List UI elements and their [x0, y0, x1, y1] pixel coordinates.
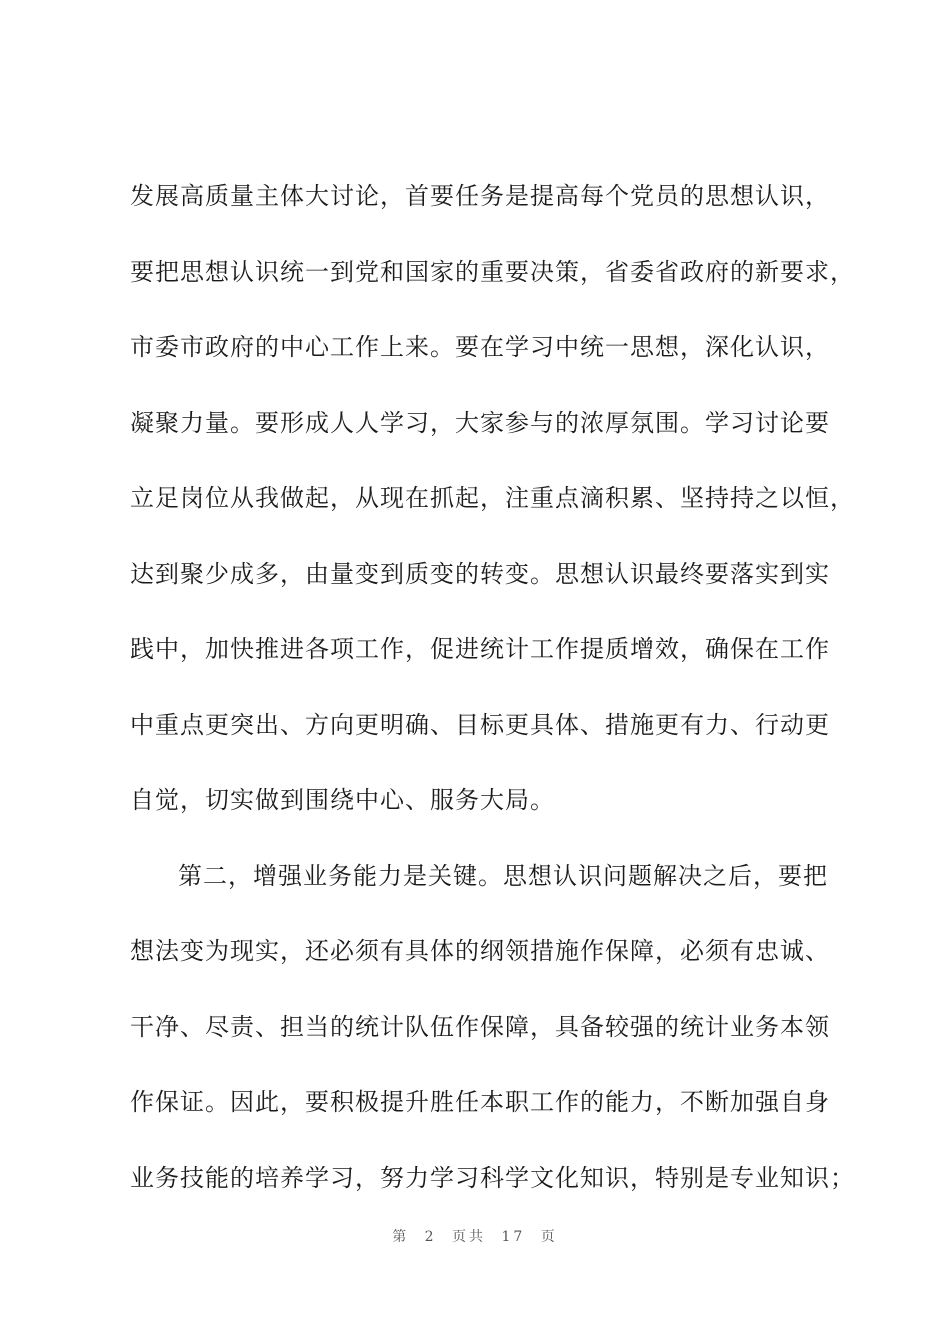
- text-line: 发展高质量主体大讨论，首要任务是提高每个党员的思想认识，: [130, 182, 830, 210]
- text-line: 践中，加快推进各项工作，促进统计工作提质增效，确保在工作: [130, 635, 830, 663]
- text-line: 要把思想认识统一到党和国家的重要决策，省委省政府的新要求，: [130, 257, 855, 286]
- text-line: 自觉，切实做到围绕中心、服务大局。: [130, 786, 555, 814]
- text-line: 业务技能的培养学习，努力学习科学文化知识，特别是专业知识；: [130, 1163, 855, 1192]
- text-line: 作保证。因此，要积极提升胜任本职工作的能力，不断加强自身: [130, 1088, 830, 1116]
- text-line: 想法变为现实，还必须有具体的纲领措施作保障，必须有忠诚、: [130, 937, 830, 965]
- text-line: 达到聚少成多，由量变到质变的转变。思想认识最终要落实到实: [130, 559, 830, 588]
- text-line: 干净、尽责、担当的统计队伍作保障，具备较强的统计业务本领: [130, 1012, 830, 1041]
- text-line: 市委市政府的中心工作上来。要在学习中统一思想，深化认识，: [130, 333, 830, 361]
- text-line: 中重点更突出、方向更明确、目标更具体、措施更有力、行动更: [130, 710, 830, 739]
- body-text: [130, 168, 865, 1225]
- text-line: 立足岗位从我做起，从现在抓起，注重点滴积累、坚持持之以恒，: [130, 484, 855, 512]
- paragraph-start-line: 第二，增强业务能力是关键。思想认识问题解决之后，要把: [178, 861, 828, 890]
- page-number-footer: 第 2 页共 17 页: [392, 1229, 558, 1245]
- text-line: 凝聚力量。要形成人人学习，大家参与的浓厚氛围。学习讨论要: [130, 408, 830, 437]
